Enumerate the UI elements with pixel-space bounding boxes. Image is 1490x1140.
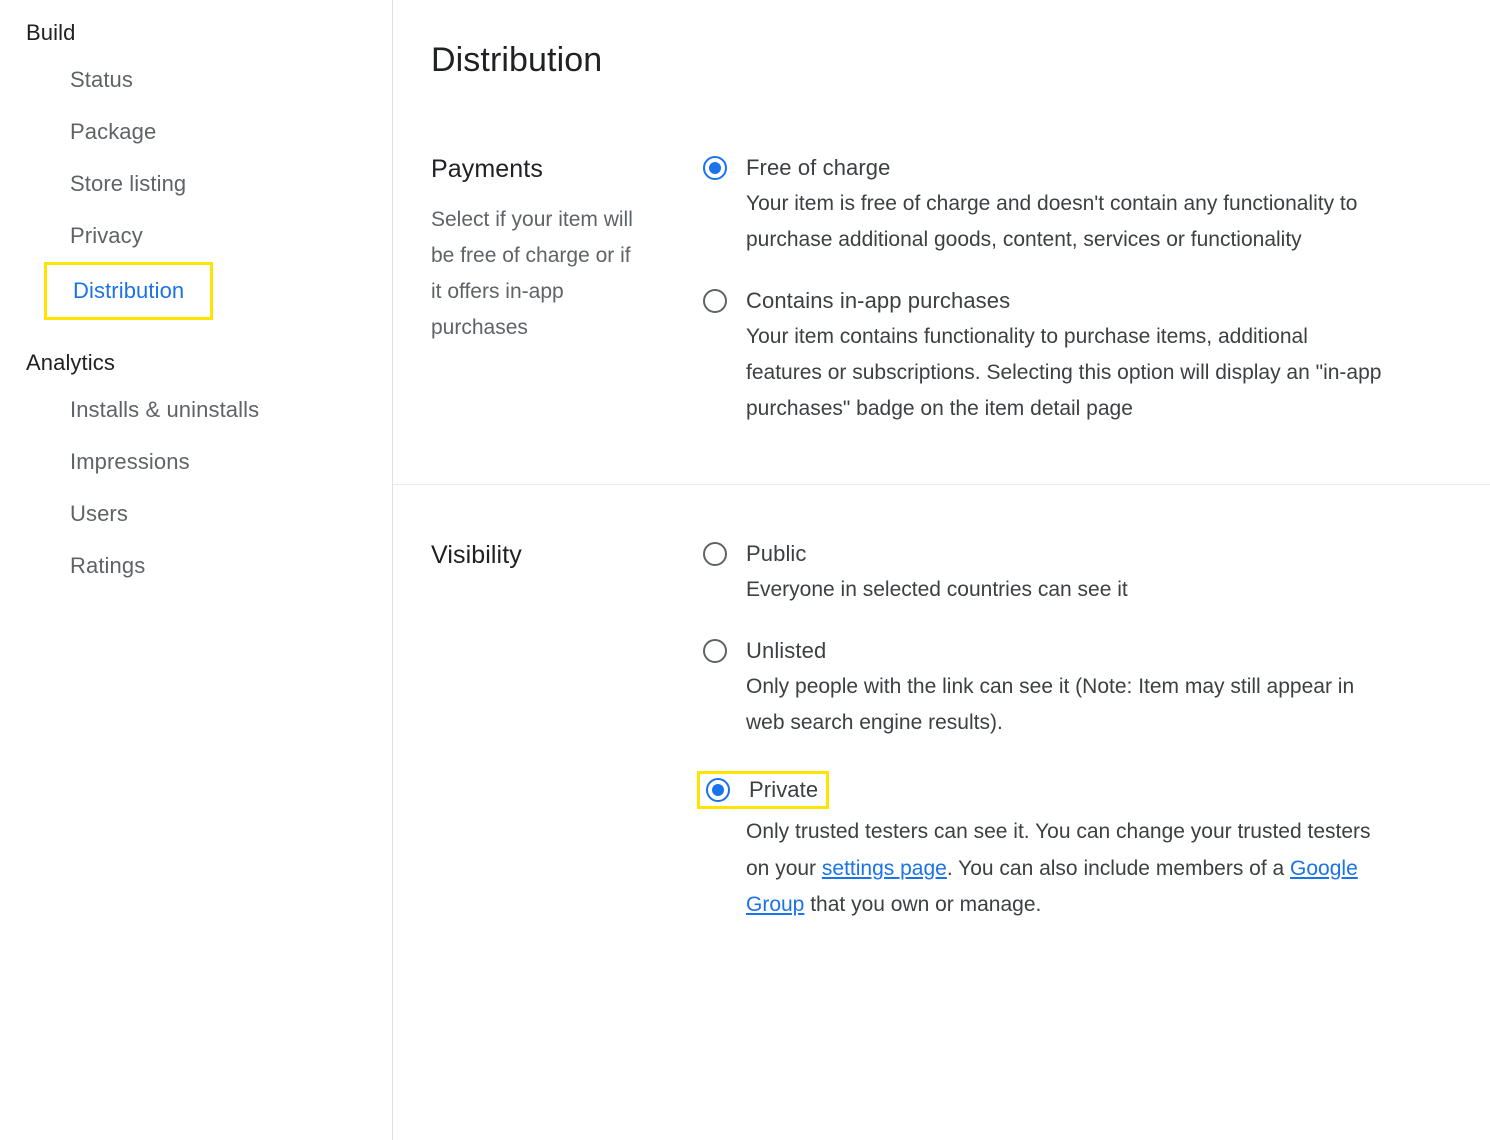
payment-option-free-label: Free of charge [746, 154, 891, 180]
payment-option-iap [703, 288, 1450, 427]
settings-page-link[interactable]: settings page [821, 856, 947, 880]
radio-contains-in-app-purchases[interactable] [703, 289, 727, 313]
visibility-option-private [703, 771, 1450, 922]
payment-option-free-description: Your item is free of charge and doesn't contain any functionality to purchase additional goods, content, services or functionality [746, 191, 1358, 251]
sidebar-item-privacy[interactable]: Privacy [70, 223, 143, 248]
sidebar-item-ratings[interactable]: Ratings [70, 553, 146, 578]
private-desc-part2: . You can also include members of a [946, 856, 1291, 880]
payment-option-iap-label: Contains in-app purchases [746, 287, 1011, 313]
sidebar-item-installs-uninstalls[interactable]: Installs & uninstalls [70, 397, 260, 422]
sidebar-item-distribution[interactable]: Distribution [44, 262, 213, 320]
payments-options [701, 155, 1450, 428]
visibility-option-unlisted-description: Only people with the link can see it (Note: Item may still appear in web search engine results). [746, 675, 1355, 735]
payments-section [393, 103, 1490, 468]
visibility-option-unlisted [703, 638, 1450, 741]
sidebar-item-store-listing[interactable]: Store listing [70, 171, 187, 196]
visibility-option-public-label: Public [746, 541, 807, 567]
private-desc-part1: Only trusted testers can see it. You can change your trusted testers on your [746, 820, 1371, 880]
radio-private[interactable] [706, 778, 730, 802]
visibility-section [393, 484, 1490, 943]
private-desc-part3: that you own or manage. [804, 892, 1042, 916]
page-title: Distribution [431, 40, 603, 79]
sidebar-item-impressions[interactable]: Impressions [70, 449, 190, 474]
private-highlight-wrap [703, 771, 829, 809]
payment-option-iap-head[interactable] [703, 288, 1450, 314]
visibility-option-private-description [746, 814, 1386, 922]
payments-section-left [431, 155, 701, 428]
sidebar-item-package[interactable]: Package [70, 119, 157, 144]
visibility-option-unlisted-label: Unlisted [746, 638, 827, 664]
sidebar [0, 0, 393, 1140]
payment-option-free [703, 155, 1450, 258]
sidebar-item-status[interactable]: Status [70, 67, 133, 92]
visibility-section-left [431, 541, 701, 923]
visibility-option-private-head[interactable] [697, 771, 829, 809]
visibility-option-public [703, 541, 1450, 608]
radio-unlisted[interactable] [703, 639, 727, 663]
visibility-option-private-label: Private [749, 777, 819, 803]
visibility-options [701, 541, 1450, 923]
radio-free-of-charge[interactable] [703, 156, 727, 180]
visibility-option-public-head[interactable] [703, 541, 1450, 567]
nav-group-title-analytics: Analytics [26, 350, 115, 375]
google-group-link[interactable]: Google Group [746, 856, 1358, 916]
payments-heading: Payments [431, 154, 543, 183]
radio-public[interactable] [703, 542, 727, 566]
nav-group-title-build: Build [26, 20, 76, 45]
visibility-option-public-description: Everyone in selected countries can see it [746, 578, 1128, 602]
payments-description: Select if your item will be free of charge or if it offers in-app purchases [431, 207, 633, 339]
visibility-heading: Visibility [431, 541, 522, 570]
nav-spacer [0, 320, 392, 342]
payment-option-iap-description: Your item contains functionality to purchase items, additional features or subscriptions. Selecting this option will display an "in-app purchases" badge on the item detail page [746, 324, 1382, 420]
sidebar-item-users[interactable]: Users [70, 501, 128, 526]
visibility-option-unlisted-head[interactable] [703, 638, 1450, 664]
main-content [393, 0, 1490, 1140]
payment-option-free-head[interactable] [703, 155, 1450, 181]
